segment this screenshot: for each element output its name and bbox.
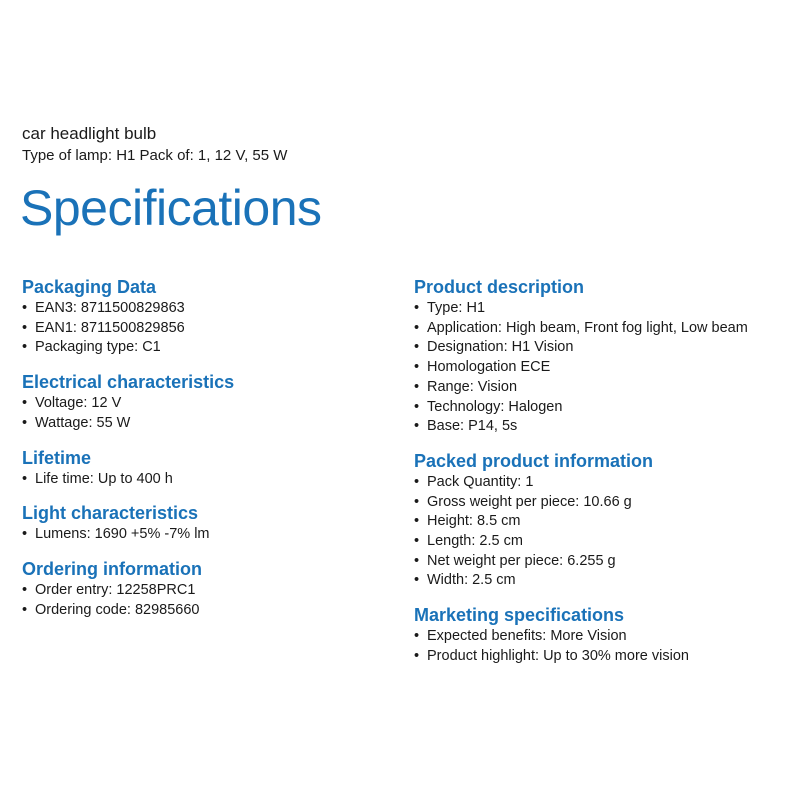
spec-item: • Technology: Halogen: [414, 398, 794, 418]
spec-item: • Gross weight per piece: 10.66 g: [414, 493, 794, 513]
spec-item: • Product highlight: Up to 30% more vision: [414, 647, 794, 667]
spec-item: • Packaging type: C1: [22, 338, 382, 358]
section-title: Packaging Data: [22, 277, 157, 297]
left-spec-column: [22, 276, 382, 633]
spec-item: • Designation: H1 Vision: [414, 338, 794, 358]
spec-section-light-characteristics: [22, 502, 382, 545]
spec-section-packaging-data: [22, 276, 382, 358]
section-title: Electrical characteristics: [22, 372, 235, 393]
section-title: Lifetime: [22, 447, 92, 468]
spec-list: [22, 394, 382, 433]
spec-item: • EAN1: 8711500829856: [22, 319, 382, 339]
spec-item: • Height: 8.5 cm: [414, 512, 794, 532]
spec-item: • Lumens: 1690 +5% -7% lm: [22, 525, 382, 545]
section-title: Light characteristics: [22, 503, 199, 524]
spec-section-marketing-specifications: [414, 604, 794, 666]
product-summary: Type of lamp: H1 Pack of: 1, 12 V, 55 W: [22, 147, 288, 164]
spec-section-packed-product-information: [414, 450, 794, 591]
right-spec-column: [414, 276, 794, 680]
spec-item: • Base: P14, 5s: [414, 417, 794, 437]
spec-section-ordering-information: [22, 558, 382, 620]
spec-section-product-description: [414, 276, 794, 437]
section-title: Product description: [414, 277, 585, 297]
spec-item: • Application: High beam, Front fog light, Low beam: [414, 319, 794, 339]
spec-item: • Expected benefits: More Vision: [414, 627, 794, 647]
section-title: Packed product information: [414, 450, 654, 471]
spec-item: • Wattage: 55 W: [22, 414, 382, 434]
section-title: Marketing specifications: [414, 605, 625, 626]
spec-list: [414, 299, 794, 437]
spec-item: • EAN3: 8711500829863: [22, 299, 382, 319]
spec-item: • Ordering code: 82985660: [22, 601, 382, 621]
product-title: car headlight bulb: [22, 124, 157, 143]
spec-item: • Pack Quantity: 1: [414, 473, 794, 493]
spec-item: • Type: H1: [414, 299, 794, 319]
spec-item: • Homologation ECE: [414, 358, 794, 378]
spec-item: • Voltage: 12 V: [22, 394, 382, 414]
spec-section-electrical-characteristics: [22, 371, 382, 433]
spec-list: [414, 473, 794, 591]
spec-list: [22, 470, 382, 490]
section-title: Ordering information: [22, 558, 202, 579]
spec-item: • Range: Vision: [414, 378, 794, 398]
spec-section-lifetime: [22, 447, 382, 490]
spec-item: • Order entry: 12258PRC1: [22, 581, 382, 601]
spec-item: • Width: 2.5 cm: [414, 571, 794, 591]
spec-list: [414, 627, 794, 666]
spec-list: [22, 525, 382, 545]
page-title: Specifications: [20, 180, 322, 236]
spec-list: [22, 581, 382, 620]
spec-item: • Net weight per piece: 6.255 g: [414, 552, 794, 572]
spec-item: • Life time: Up to 400 h: [22, 470, 382, 490]
spec-item: • Length: 2.5 cm: [414, 532, 794, 552]
spec-list: [22, 299, 382, 358]
